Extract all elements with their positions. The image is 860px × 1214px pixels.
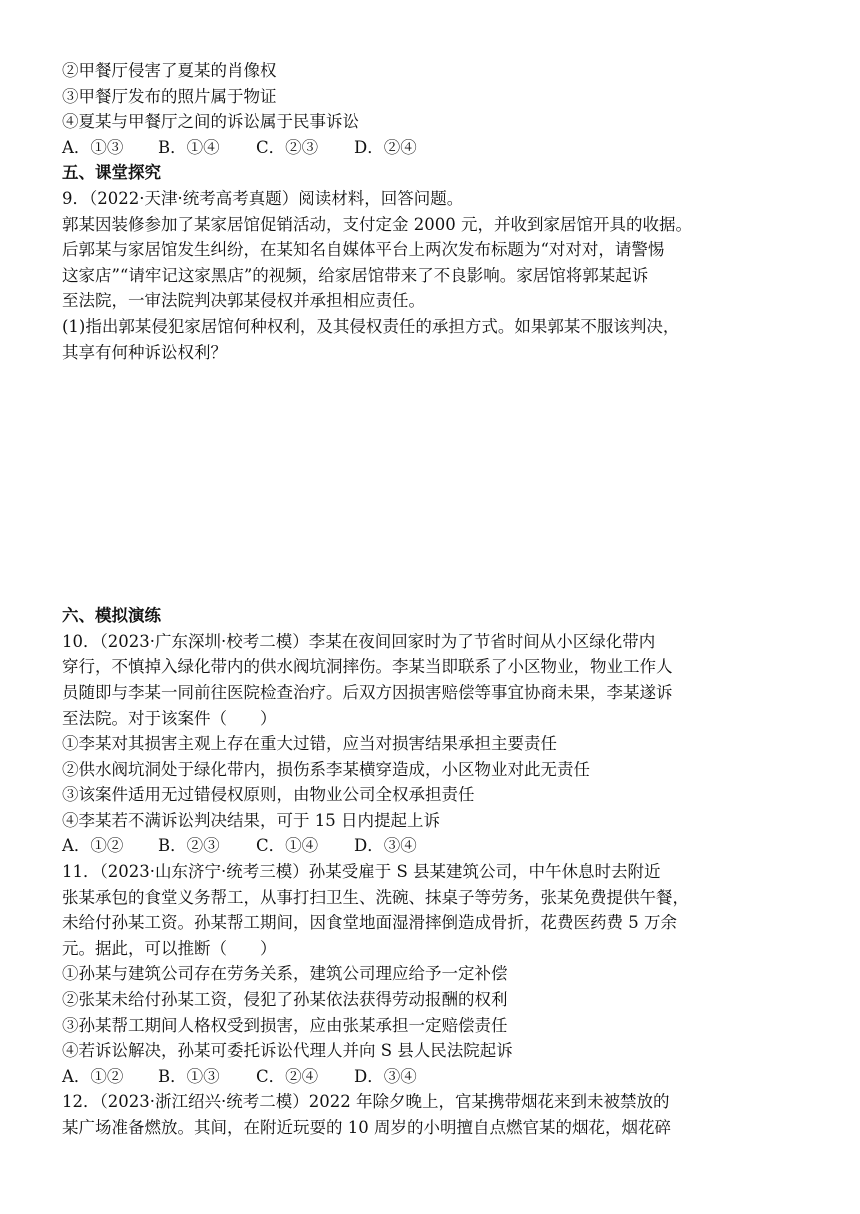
material-line: 至法院，一审法院判决郭某侵权并承担相应责任。: [62, 291, 425, 311]
question-line: 穿行，不慎掉入绿化带内的供水阀坑洞摔伤。李某当即联系了小区物业，物业工作人: [62, 657, 673, 677]
option-b: B．①④: [158, 137, 220, 157]
question-10-options: [62, 833, 802, 859]
option-d: D．③④: [354, 836, 417, 856]
statement: ④若诉讼解决，孙某可委托诉讼代理人并向 S 县人民法院起诉: [62, 1041, 513, 1061]
option-c: C．①④: [256, 836, 319, 856]
material-line: 后郭某与家居馆发生纠纷，在某知名自媒体平台上两次发布标题为“对对对，请警惕: [62, 240, 665, 260]
statement: ②供水阀坑洞处于绿化带内，损伤系李某横穿造成，小区物业对此无责任: [62, 759, 590, 779]
question-9-stem: 9．（2022·天津·统考高考真题）阅读材料，回答问题。: [62, 188, 464, 208]
option-b: B．①③: [158, 1066, 220, 1086]
option-c: C．②④: [256, 1066, 319, 1086]
question-line: 11．（2023·山东济宁·统考三模）孙某受雇于 S 县某建筑公司，中午休息时去附近: [62, 862, 661, 882]
sub-question-1-cont: 其享有何种诉讼权利？: [62, 342, 227, 362]
question-12: [62, 1089, 802, 1140]
question-line: 12．（2023·浙江绍兴·统考二模）2022 年除夕晚上，官某携带烟花来到未被禁放的: [62, 1092, 670, 1112]
question-line: 张某承包的食堂义务帮工，从事打扫卫生、洗碗、抹桌子等劳务，张某免费提供午餐，: [62, 887, 689, 907]
option-a: A．①③: [62, 137, 124, 157]
statement: ②张某未给付孙某工资，侵犯了孙某依法获得劳动报酬的权利: [62, 990, 508, 1010]
question-9: [62, 186, 802, 365]
option-d: D．③④: [354, 1066, 417, 1086]
statement: ②甲餐厅侵害了夏某的肖像权: [62, 61, 277, 80]
statement: ①孙某与建筑公司存在劳务关系，建筑公司理应给予一定补偿: [62, 964, 508, 984]
answer-space: [62, 365, 802, 603]
statement: ④夏某与甲餐厅之间的诉讼属于民事诉讼: [62, 112, 359, 132]
document-page: [62, 58, 802, 1141]
question-line: 10．（2023·广东深圳·校考二模）李某在夜间回家时为了节省时间从小区绿化带内: [62, 631, 656, 651]
option-b: B．②③: [158, 836, 220, 856]
material-line: 这家店”“请牢记这家黑店”的视频，给家居馆带来了不良影响。家居馆将郭某起诉: [62, 265, 649, 285]
statement: ①李某对其损害主观上存在重大过错，应当对损害结果承担主要责任: [62, 734, 557, 754]
option-c: C．②③: [256, 137, 319, 157]
option-a: A．①②: [62, 1066, 124, 1086]
material-line: 郭某因装修参加了某家居馆促销活动，支付定金 2000 元，并收到家居馆开具的收据。: [62, 214, 692, 234]
question-8-statements: [62, 58, 802, 135]
statement: ③甲餐厅发布的照片属于物证: [62, 86, 277, 106]
question-8-options: [62, 135, 802, 161]
question-line: 未给付孙某工资。孙某帮工期间，因食堂地面湿滑摔倒造成骨折，花费医药费 5 万余: [62, 913, 677, 933]
statement: ④李某若不满诉讼判决结果，可于 15 日内提起上诉: [62, 810, 440, 830]
statement: ③该案件适用无过错侵权原则，由物业公司全权承担责任: [62, 785, 475, 805]
section-heading-6: 六、模拟演练: [62, 606, 161, 626]
question-line: 某广场准备燃放。其间，在附近玩耍的 10 周岁的小明擅自点燃官某的烟花，烟花碎: [62, 1118, 671, 1137]
question-line: 至法院。对于该案件（ ）: [62, 708, 277, 728]
question-line: 员随即与李某一同前往医院检查治疗。后双方因损害赔偿等事宜协商未果，李某遂诉: [62, 682, 673, 702]
option-a: A．①②: [62, 836, 124, 856]
section-heading-5: 五、课堂探究: [62, 163, 161, 183]
question-line: 元。据此，可以推断（ ）: [62, 938, 277, 958]
option-d: D．②④: [354, 137, 417, 157]
question-11: [62, 859, 802, 1064]
statement: ③孙某帮工期间人格权受到损害，应由张某承担一定赔偿责任: [62, 1015, 508, 1035]
question-11-options: [62, 1064, 802, 1090]
question-10: [62, 629, 802, 834]
sub-question-1: (1)指出郭某侵犯家居馆何种权利，及其侵权责任的承担方式。如果郭某不服该判决，: [62, 316, 680, 336]
